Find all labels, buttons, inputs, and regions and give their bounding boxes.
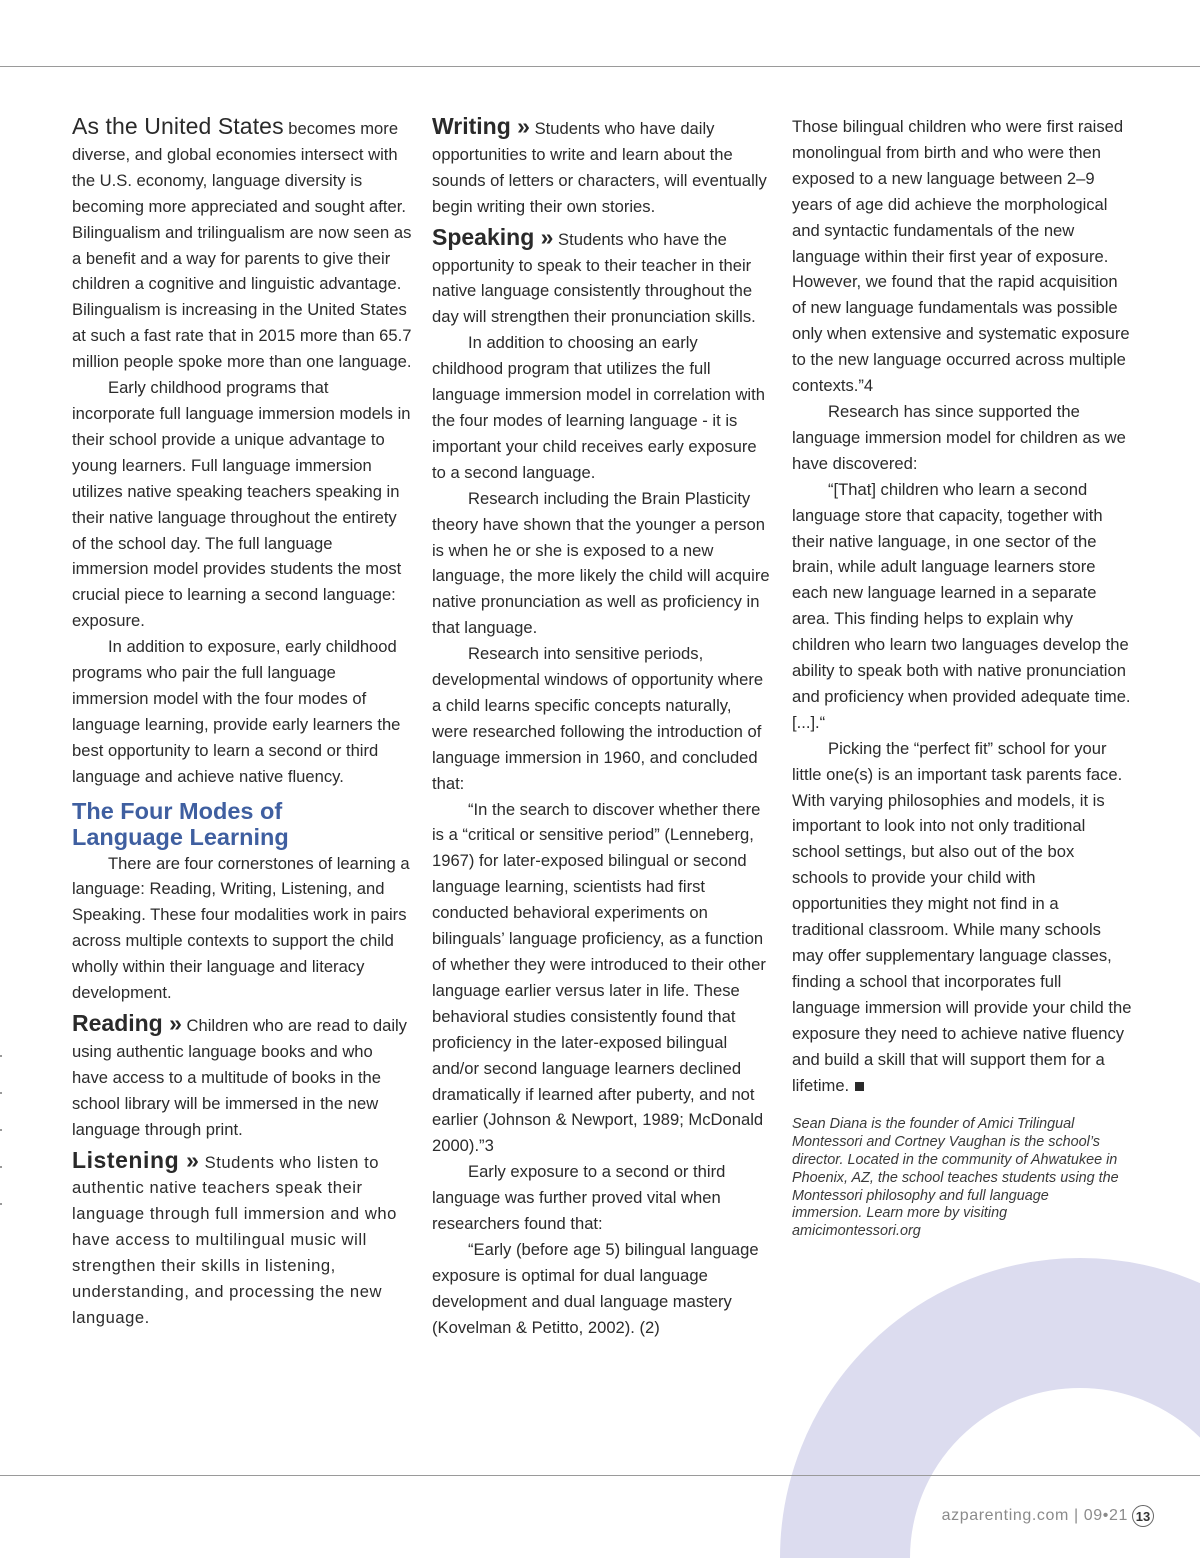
intro-lead: As the United States [72,113,284,139]
writing-paragraph [432,114,772,220]
column-2 [432,114,772,1341]
reading-paragraph [72,1011,412,1143]
paragraph: Research into sensitive periods, developmental windows of opportunity where a child learns specific concepts naturally, were researched following the introduction of language immersion in 1960, and concluded that: [432,644,764,793]
issue-date: 09•21 [1083,1507,1128,1524]
page-number: 13 [1132,1505,1154,1527]
footer-separator: | [1068,1507,1084,1524]
intro-rest: becomes more diverse, and global economies intersect with the U.S. economy, language diversity is becoming more appreciated and sought after. Bilingualism and trilingualism are now seen as a benefit and a way for parents to give their children a cognitive and linguistic advantage. Bilingualism is increasing in the United States at such a fast rate that in 2015 more than 65.7 million people spoke more than one language. [72,119,412,372]
reading-text: Children who are read to daily using authentic language books and who have access to a multitude of books in the school library will be immersed in the new language through print. [72,1016,407,1139]
edge-ticks [0,1055,2,1240]
writing-text: Students who have daily opportunities to write and learn about the sounds of letters or characters, will eventually begin writing their own stories. [432,119,767,216]
speaking-paragraph [432,225,772,331]
writing-label: Writing » [432,113,530,139]
reading-label: Reading » [72,1010,182,1036]
listening-text: Students who listen to authentic native teachers speak their language through full immersion and who have access to multilingual music will strengthen their skills in listening, understanding, and processing the new language. [72,1152,397,1327]
page-footer [942,1505,1154,1527]
column-3 [792,114,1132,1241]
section-heading: The Four Modes of Language Learning [72,797,289,850]
intro-paragraph [72,114,412,375]
paragraph: Those bilingual children who were first raised monolingual from birth and who were then exposed to a new language between 2–9 years of age did achieve the morphological and syntactic fundamentals of the new language within their first year of exposure. However, we found that the rapid acquisition of new language fundamentals was possible only when extensive and systematic exposure to the new language occurred across multiple contexts.”4 [792,117,1130,396]
listening-paragraph [72,1148,412,1331]
top-rule [0,66,1200,67]
block-quote: “In the search to discover whether there is a “critical or sensitive period” (Lenneberg, 1967) for later-exposed bilingual or second language learning, scientists had first conducted behavioral experiments on bilinguals’ language proficiency, as a function of whether they were introduced to their other language earlier versus later in life. These behavioral studies consistently found that proficiency in the later-exposed bilingual and/or second language learners declined dramatically if learned after puberty, and not earlier (Johnson & Newport, 1989; McDonald 2000).”3 [432,799,766,1156]
author-bio: Sean Diana is the founder of Amici Trilingual Montessori and Cortney Vaughan is the school’s director. Located in the community of Ahwatukee in Phoenix, AZ, the school teaches students using the Montessori philosophy and full language immersion. Learn more by visiting amicimontessori.org [792,1116,1119,1240]
paragraph: Research has since supported the language immersion model for children as we have discovered: [792,401,1126,473]
bottom-rule [0,1475,1200,1476]
paragraph: There are four cornerstones of learning a language: Reading, Writing, Listening, and Speaking. These four modalities work in pairs across multiple contexts to support the child wholly within their language and literacy development. [72,853,410,1003]
site-name: azparenting.com [941,1507,1069,1524]
end-mark-icon [855,1082,864,1091]
speaking-text: Students who have the opportunity to speak to their teacher in their native language consistently throughout the day will strengthen their pronunciation skills. [432,229,756,327]
paragraph: Early childhood programs that incorporate full language immersion models in their school provide a unique advantage to young learners. Full language immersion utilizes native speaking teachers speaking in their native language throughout the entirety of the school day. The full language immersion model provides students the most crucial piece to learning a second language: exposure. [72,378,411,631]
paragraph: Research including the Brain Plasticity theory have shown that the younger a person is when he or she is exposed to a new language, the more likely the child will acquire native pronunciation as well as proficiency in that language. [432,488,770,638]
paragraph: In addition to choosing an early childhood program that utilizes the full language immersion model in correlation with the four modes of learning language - it is important your child receives early exposure to a second language. [432,333,765,482]
block-quote: “Early (before age 5) bilingual language exposure is optimal for dual language development and dual language mastery (Kovelman & Petitto, 2002). (2) [432,1239,759,1337]
block-quote: “[That] children who learn a second language store that capacity, together with their native language, in one sector of the brain, while adult language learners store each new language learned in a separate area. This finding helps to explain why children who learn two languages develop the ability to speak both with native pronunciation and proficiency when provided adequate time. [...].“ [792,479,1131,732]
speaking-label: Speaking » [432,223,554,250]
paragraph: In addition to exposure, early childhood programs who pair the full language immersion model with the four modes of language learning, provide early learners the best opportunity to learn a second or third language and achieve native fluency. [72,637,401,786]
paragraph: Early exposure to a second or third language was further proved vital when researchers found that: [432,1162,726,1234]
column-1 [72,114,412,1331]
closing-paragraph: Picking the “perfect fit” school for your little one(s) is an important task parents face. With varying philosophies and models, it is important to look into not only traditional school settings, but also out of the box schools to provide your child with opportunities they might not find in a traditional classroom. While many schools may offer supplementary language classes, finding a school that incorporates full language immersion will provide your child the exposure they need to achieve native fluency and build a skill that will support them for a lifetime. [792,738,1132,1095]
listening-label: Listening » [72,1146,200,1173]
